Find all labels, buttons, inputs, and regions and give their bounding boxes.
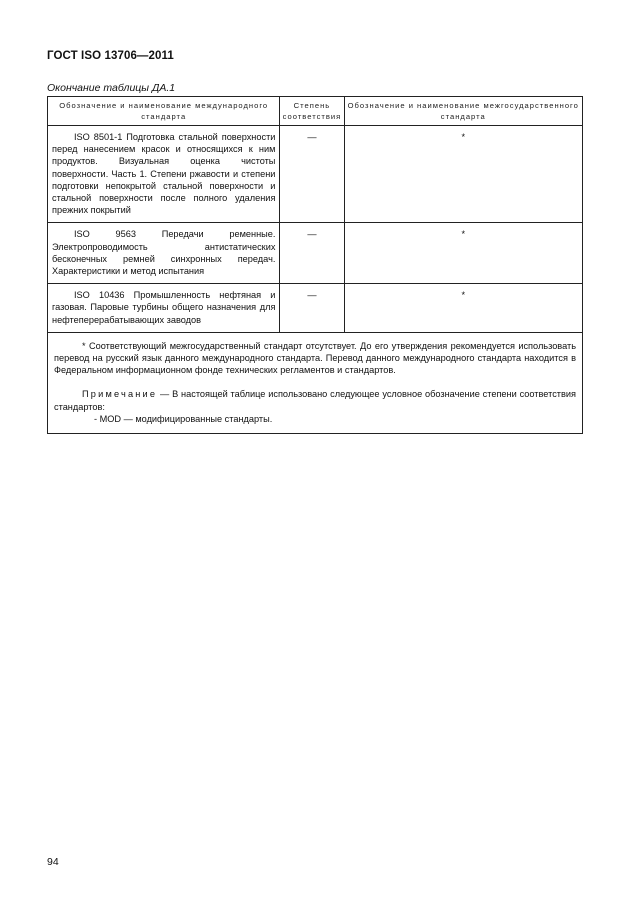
international-standard-cell	[48, 284, 280, 333]
interstate-standard-cell: *	[344, 223, 582, 284]
footnote: * Соответствующий межгосударственный стандарт отсутствует. До его утверждения рекомендуется использовать перевод на русский язык данного международного стандарта. Перевод данного международного стандарта находится в Федеральном информационном фонде технических регламентов и стандартов.	[54, 340, 576, 376]
note-text: — В настоящей таблице использовано следующее условное обозначение степени соответствия стандартов:	[54, 389, 576, 412]
table-row	[48, 284, 583, 333]
table-notes-cell	[48, 332, 583, 433]
note-label: Примечание	[82, 389, 158, 400]
degree-cell: —	[280, 126, 344, 223]
table-row	[48, 126, 583, 223]
interstate-standard-cell: *	[344, 284, 582, 333]
column-header-degree: Степень соответствия	[280, 97, 344, 126]
table-header-row	[48, 97, 583, 126]
page-number: 94	[47, 856, 59, 868]
international-standard-text: ISO 9563 Передачи ременные. Электропроводимость антистатических бесконечных ремней синхронных передач. Характеристики и метод испытания	[52, 229, 276, 277]
document-header-title: ГОСТ ISO 13706—2011	[47, 50, 174, 62]
column-header-international: Обозначение и наименование международного стандарта	[48, 97, 280, 126]
international-standard-cell	[48, 223, 280, 284]
table-notes-row	[48, 332, 583, 433]
international-standard-text: ISO 8501-1 Подготовка стальной поверхности перед нанесением красок и относящихся к ним продуктов. Визуальная оценка чистоты поверхности. Часть 1. Степени ржавости и степени подготовки непокрытой стальной поверхности и стальной поверхности после полного удаления прежних покрытий	[52, 132, 276, 216]
interstate-standard-cell: *	[344, 126, 582, 223]
note-item: - MOD — модифицированные стандарты.	[94, 413, 273, 424]
degree-cell: —	[280, 223, 344, 284]
table-row	[48, 223, 583, 284]
international-standard-cell	[48, 126, 280, 223]
column-header-interstate: Обозначение и наименование межгосударственного стандарта	[344, 97, 582, 126]
international-standard-text: ISO 10436 Промышленность нефтяная и газовая. Паровые турбины общего назначения для нефтеперерабатывающих заводов	[52, 290, 276, 325]
degree-cell: —	[280, 284, 344, 333]
standards-table	[47, 96, 583, 434]
note	[54, 388, 576, 412]
table-caption: Окончание таблицы ДА.1	[47, 82, 176, 94]
